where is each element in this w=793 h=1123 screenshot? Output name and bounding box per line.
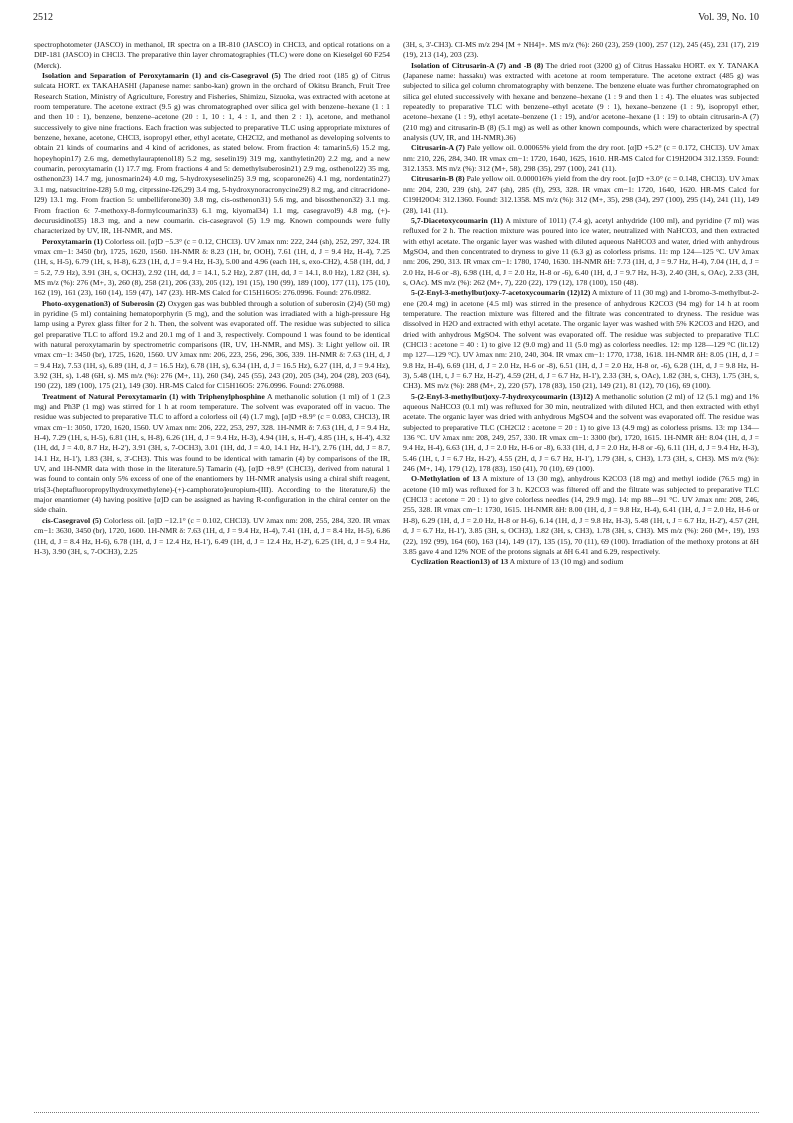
paragraph-text: spectrophotometer (JASCO) in methanol, IR spectra on a IR-810 (JASCO) in CHCl3, and optical rotations on a DIP-181 (JASCO) in CHCl3. The preparative thin layer chromatographies (TLC) were done on Kieselgel 60 F254 (Merck). [34, 40, 390, 70]
paragraph-text: A methanolic solution (2 ml) of 12 (5.1 mg) and 1% aqueous NaHCO3 (0.1 ml) was refluxed for 30 min, neutralized with diluted HCl, and then extracted with ethyl acetate. The organic layer was dried with anhydrous MgSO4 and the solvent was evaporated off. The residue was subjected to preparative TLC (CH2Cl2 : acetone = 20 : 1) to give 13 (4.9 mg) as colorless prisms. 13: mp 134—136 °C. UV λmax nm: 208, 249, 257, 330. IR νmax cm−1: 3300 (br), 1720, 1615. 1H-NMR δH: 8.04 (1H, d, J = 9.4 Hz, H-4), 6.63 (1H, d, J = 2.0 Hz, H-6 or -8), 6.33 (1H, d, J = 2.0 Hz, H-8 or -6), 6.11 (1H, d, J = 9.4 Hz, H-3), 5.46 (1H, t, J = 6.7 Hz, H-2'), 4.55 (2H, d, J = 6.7 Hz, H-1'), 1.79 (3H, s, CH3), 1.73 (3H, s, CH3). MS m/z (%): 246 (M+, 14), 179 (12), 178 (83), 150 (41), 70 (10), 69 (100). [403, 391, 759, 474]
volume-info: Vol. 39, No. 10 [698, 12, 759, 23]
paragraph-text: The dried root (185 g) of Citrus sulcata HORT. ex TAKAHASHI (Japanese name: sanbo-kan) grown in the orchard of Okitsu Branch, Fruit Tree Research Station, Ministry of Agriculture, Forestry and Fisheries, Shimizu, Sizuoka, was extracted with acetone at room temperature. The acetone extract (9.5 g) was chromatographed over silica gel with benzene–hexane (1 : 1 and then 10 : 1), benzene, benzene–acetone (20 : 1, 10 : 1, 4 : 1, and then 2 : 1), acetone, and methanol successively to give nine fractions. Each fraction was subjected to preparative TLC using appropriate mixtures of benzene, hexane, acetone, CHCl3, isopropyl ether, ethyl acetate, CH2Cl2, and methanol as developing solvents to obtain 21 kinds of coumarins and 4 kind of acridones, as stated below. From fraction 4: tamarin5,6) 15.2 mg, hopeyhopin17) 2.6 mg, demethylauraptenol18) 5.2 mg, seselin19) 319 mg, xanthyletin20) 2.2 mg, and a new coumarin, peroxytamarin (1) 17.7 mg. From fractions 4 and 5: demethylsuberosin21) 2.9 mg, osthenol22) 35 mg, osthenon23) 14.7 mg, junosmarin24) 4.0 mg, 5-hydroxyseselin25) 3.9 mg, scoparone26) 4.1 mg, nordentatin27) 3.1 mg, natsucitrine-I28) 5.0 mg, citprssine-I26,29) 3.4 mg, 5-hydroxynoracronycine29) 8.2 mg, and citracridone-I29) 13.1 mg. From fraction 5: umbelliferone30) 3.8 mg, cis-osthenon31) 5.6 mg, and bisosthenon32) 3.1 mg. From fraction 6: 7-methoxy-8-formylcoumarin33) 6.1 mg, kiyomal34) 1.1 mg, casegravol9) 4.8 mg, (+)-decurusidinol35) 18.3 mg, and a new coumarin. cis-casegravol (5) 1.9 mg. Known compounds were fully characterized by UV, IR, 1H-NMR, and MS. [34, 71, 390, 236]
paragraph-text: (3H, s, 3'-CH3). CI-MS m/z 294 [M + NH4]+. MS m/z (%): 260 (23), 259 (100), 257 (12), 245 (45), 231 (17), 219 (19), 213 (14), 203 (23). [403, 40, 759, 60]
paragraph-text: The dried root (3200 g) of Citrus Hassaku HORT. ex Y. TANAKA (Japanese name: hassaku) was extracted with acetone at room temperature. The acetone extract (485 g) was subjected to silica gel column chromatography with benzene. The benzene eluate was further chromatographed on silica gel eluted successively with hexane and benzene–hexane (1 : 9 and then 1 : 4). The eluates was subjected repeatedly to preparative TLC with benzene–ethyl acetate (9 : 1), hexane–benzene (1 : 9), isopropyl ether, acetone–hexane (1 : 9), ethyl acetate–benzene (1 : 19), and/or acetone–hexane (1 : 19) to obtain citrusarin-A (7) (210 mg) and citrusarin-B (8) (5.1 mg) as well as other known compounds, which were characterized by spectral analysis (UV, IR, and 1H-NMR).36) [403, 60, 759, 143]
paragraph [34, 392, 390, 516]
paragraph-text: Colorless oil. [α]D −12.1° (c = 0.102, CHCl3). UV λmax nm: 208, 255, 284, 320. IR νmax cm−1: 3630, 3450 (br), 1720, 1600. 1H-NMR δ: 7.63 (1H, d, J = 9.4 Hz, H-4), 7.41 (1H, d, J = 8.4 Hz, H-5), 6.86 (1H, d, J = 8.4 Hz, H-6), 6.78 (1H, d, J = 12.4 Hz, H-1'), 6.49 (1H, d, J = 12.4 Hz, H-2'), 6.25 (1H, d, J = 9.4 Hz, H-3), 3.90 (3H, s, 7-OCH3), 2.25 [34, 515, 390, 556]
paragraph-text: A mixture of 13 (10 mg) and sodium [509, 557, 624, 567]
paragraph-text: A methanolic solution (1 ml) of 1 (2.3 mg) and Ph3P (1 mg) was stirred for 1 h at room temperature. The solvent was evaporated off in vacuo. The residue was subjected to preparative TLC to afford a colorless oil (4) (1.7 mg), [α]D +8.9° (c = 0.083, CHCl3), IR νmax cm−1: 3050, 1720, 1620, 1560. UV λmax nm: 206, 222, 253, 297, 328. 1H-NMR δ: 7.63 (1H, d, J = 9.4 Hz, H-4), 7.29 (1H, s, H-5), 6.81 (1H, s, H-8), 6.26 (1H, d, J = 9.4 Hz, H-3), 4.94 (1H, s, H-4'), 4.85 (1H, s, H-4'), 4.32 (1H, dd, J = 4.0, 8.7 Hz, H-2'), 3.91 (3H, s, 7-OCH3), 3.01 (1H, dd, J = 4.0, 14.1 Hz, H-1'), 2.76 (1H, dd, J = 8.7, 14.1 Hz, H-1'), 1.83 (3H, s, 3'-CH3). This was found to be identical with tamarin (4) by comparisons of the IR, UV, and 1H-NMR data with those in the literature.5) Tamarin (4), [α]D +8.9° (CHCl3), derived from natural 1 was found to contain only 5% excess of one of the enantiomers by 1H-NMR analysis using a chiral shift reagent, tris[3-(heptafluoropropylhydroxymethylene)-(+)-camphorato]europium-(III). According to the literature,6) the major enantiomer (4) having positive [α]D can be assigned as having R-configuration in the chiral center on the side chain. [34, 391, 390, 515]
paragraph-text: Pale yellow oil. 0.000016% yield from the dry root. [α]D +3.0° (c = 0.148, CHCl3). UV λmax nm: 204, 230, 239 (sh), 247 (sh), 285 (fl), 293, 328. IR νmax cm−1: 1720, 1640, 1620. HR-MS Calcd for C19H20O4: 312.1360. Found: 312.1358. MS m/z (%): 312 (M+, 35), 298 (34), 297 (100), 295 (14), 241 (11), 149 (28), 141 (11). [403, 174, 760, 215]
section-heading: Peroxytamarin (1) [42, 236, 103, 246]
right-column [403, 40, 759, 568]
section-heading: Citrusarin-B (8) [411, 174, 465, 184]
section-heading: Isolation of Citrusarin-A (7) and -B (8) [411, 60, 544, 70]
paragraph-text: Pale yellow oil. 0.00065% yield from the dry root. [α]D +5.2° (c = 0.172, CHCl3). UV λmax nm: 210, 226, 284, 340. IR νmax cm−1: 1720, 1640, 1625, 1610. HR-MS Calcd for C19H20O4 312.1359. Found: 312.1353. MS m/z (%): 312 (M+, 58), 298 (35), 297 (100), 241 (11). [403, 143, 759, 174]
paragraph [403, 40, 759, 61]
left-column [34, 40, 390, 557]
paragraph-text: A mixture of 1011) (7.4 g), acetyl anhydride (100 ml), and pyridine (7 ml) was refluxed for 2 h. The reaction mixture was poured into ice water, neutralized with NaHCO3, and then extracted with ethyl acetate. The organic layer was washed with diluted aqueous NaHCO3 and water, dried with anhydrous MgSO4, and then concentrated to dryness to give 11 (6.3 g) as colorless prisms. 11: mp 124—125 °C. UV λmax nm: 206, 290, 313. IR νmax cm−1: 1780, 1740, 1630. 1H-NMR δH: 7.73 (1H, d, J = 9.7 Hz, H-4), 7.04 (1H, d, J = 2.0 Hz, H-6 or -8), 6.98 (1H, d, J = 2.0 Hz, H-8 or -6), 6.40 (1H, d, J = 9.7 Hz, H-3), 2.40 (3H, s, OAc), 2.33 (3H, s, OAc). MS m/z (%): 262 (M+, 7), 220 (22), 179 (12), 178 (100), 150 (48). [403, 215, 759, 287]
section-heading: 5,7-Diacetoxycoumarin (11) [411, 215, 503, 225]
paragraph [34, 237, 390, 299]
paragraph [34, 516, 390, 557]
paragraph [403, 474, 759, 557]
section-heading: Photo-oxygenation3) of Suberosin (2) [42, 298, 166, 308]
section-heading: O-Methylation of 13 [411, 474, 480, 484]
paragraph-text: A mixture of 11 (30 mg) and 1-bromo-3-methylbut-2-ene (20.4 mg) in acetone (4.5 ml) was stirred in the presence of anhydrous K2CO3 (94 mg) for 14 h at room temperature. The reaction mixture was filtered and the filtrate was concentrated to dryness. The residue was dissolved in H2O and extracted with ethyl acetate. The organic layer was washed with 5% K2CO3 and H2O, and dried with anhydrous MgSO4. The solvent was evaporated off. The residue was subjected to preparative TLC (CHCl3 : acetone = 40 : 1) to give 12 (9.0 mg) and 11 (5.0 mg) as colorless needles. 12: mp 128—129 °C (lit.12) mp 127—129 °C). UV λmax nm: 210, 240, 304. IR νmax cm−1: 1770, 1738, 1618. 1H-NMR δH: 8.05 (1H, d, J = 9.8 Hz, H-4), 6.69 (1H, d, J = 2.0 Hz, H-6 or -8), 6.51 (1H, d, J = 2.0 Hz, H-8 or, -6), 6.28 (1H, d, J = 9.8 Hz, H-3), 5.48 (1H, t, J = 6.7 Hz, H-2'), 4.59 (2H, d, J = 6.7 Hz, H-1'), 2.33 (3H, s, OAc), 1.82 (3H, s, CH3), 1.75 (3H, s, CH3). MS m/z (%): 288 (M+, 2), 220 (57), 178 (83), 150 (21), 149 (21), 81 (12), 70 (16), 69 (100). [403, 288, 760, 391]
paragraph-text: Colorless oil. [α]D −5.3° (c = 0.12, CHCl3). UV λmax nm: 222, 244 (sh), 252, 297, 324. IR νmax cm−1: 3450 (br), 1725, 1620, 1560. 1H-NMR δ: 8.23 (1H, br, OOH), 7.61 (1H, d, J = 9.4 Hz, H-4), 7.25 (1H, s, H-5), 6.79 (1H, s, H-8), 6.23 (1H, d, J = 9.4 Hz, H-3), 5.00 and 4.96 (each 1H, s, exo-CH2), 4.58 (1H, dd, J = 5.2, 7.9 Hz), 3.91 (3H, s, OCH3), 2.92 (1H, dd, J = 14.1, 5.2 Hz), 2.87 (1H, dd, J = 14.1, 8.0 Hz), 1.82 (3H, s). MS m/z (%): 276 (M+, 3), 260 (8), 258 (21), 206 (33), 205 (12), 191 (15), 190 (99), 189 (100), 177 (11), 175 (10), 162 (19), 161 (23), 160 (14), 159 (47), 147 (23). HR-MS Calcd for C15H16O5: 276.0996. Found: 276.0982. [34, 236, 391, 298]
paragraph [403, 288, 759, 391]
paragraph [403, 557, 759, 567]
paragraph [34, 40, 390, 71]
paragraph-text: Oxygen gas was bubbled through a solution of suberosin (2)4) (50 mg) in pyridine (5 ml) containing hematoporphyrin (5 mg), and the solution was irradiated with a high-pressure Hg lamp using a Pyrex glass filter for 2 h. Then, the solvent was evaporated off. The residue was subjected to silica gel preparative TLC to afford 19.2 and 20.1 mg of 1 and 3, respectively. Compound 1 was found to be identical with natural peroxytamarin by spectrometric comparisons (IR, UV, 1H-NMR, and MS). 3: Light yellow oil. IR νmax cm−1: 3450 (br), 1725, 1620, 1560. UV λmax nm: 206, 223, 256, 296, 306, 339. 1H-NMR δ: 7.63 (1H, d, J = 9.4 Hz), 7.53 (1H, s), 6.89 (1H, d, J = 16.5 Hz), 6.78 (1H, s), 6.34 (1H, d, J = 16.5 Hz), 6.27 (1H, d, J = 9.4 Hz), 3.92 (3H, s), 1.48 (6H, s). MS m/z (%): 276 (M+, 11), 260 (34), 245 (55), 243 (20), 205 (34), 204 (28), 203 (64), 190 (22), 189 (100), 175 (21), 149 (30). HR-MS Calcd for C15H16O5: 276.0996. Found: 276.0988. [34, 298, 391, 391]
footer-divider [34, 1112, 759, 1114]
paragraph [34, 299, 390, 392]
page-number: 2512 [33, 12, 53, 23]
section-heading: Isolation and Separation of Peroxytamarin (1) and cis-Casegravol (5) [42, 71, 281, 81]
paragraph [403, 392, 759, 475]
section-heading: 5-(2-Enyl-3-methylbut)oxy-7-hydroxycoumarin (13)12) [411, 391, 594, 401]
section-heading: Citrusarin-A (7) [411, 143, 465, 153]
section-heading: Cyclization Reaction13) of 13 [411, 557, 509, 567]
section-heading: Treatment of Natural Peroxytamarin (1) with Triphenylphosphine [42, 391, 265, 401]
paragraph [34, 71, 390, 237]
section-heading: 5-(2-Enyl-3-methylbut)oxy-7-acetoxycoumarin (12)12) [411, 288, 591, 298]
paragraph-text: A mixture of 13 (30 mg), anhydrous K2CO3 (18 mg) and methyl iodide (76.5 mg) in acetone (10 ml) was refluxed for 3 h. K2CO3 was filtered off and the filtrate was subjected to preparative TLC (CHCl3 : acetone = 20 : 1) to give colorless needles (14, 29.9 mg). 14: mp 88—91 °C. UV λmax nm: 208, 246, 255, 328. IR νmax cm−1: 1730, 1615. 1H-NMR δH: 8.00 (1H, d, J = 9.8 Hz, H-4), 6.41 (1H, d, J = 2.0 Hz, H-6 or H-8), 6.29 (1H, d, J = 2.0 Hz, H-8 or H-6), 6.14 (1H, d, J = 9.8 Hz, H-3), 5.48 (1H, t, J = 6.7 Hz, H-2'), 4.57 (2H, d, J = 6.7 Hz, H-1'), 3.85 (3H, s, OCH3), 1.82 (3H, s, CH3), 1.78 (3H, s, CH3). MS m/z (%): 260 (M+, 19), 193 (22), 192 (99), 164 (60), 163 (14), 149 (17), 135 (15), 70 (11), 69 (100). Irradiation of the methoxy protons at δH 3.85 gave 4 and 12% NOE of the protons signals at δH 6.41 and 6.29, respectively. [403, 474, 759, 556]
paragraph [403, 143, 759, 174]
section-heading: cis-Casegravol (5) [42, 515, 102, 525]
paragraph [403, 174, 759, 215]
paragraph [403, 61, 759, 144]
paragraph [403, 216, 759, 288]
